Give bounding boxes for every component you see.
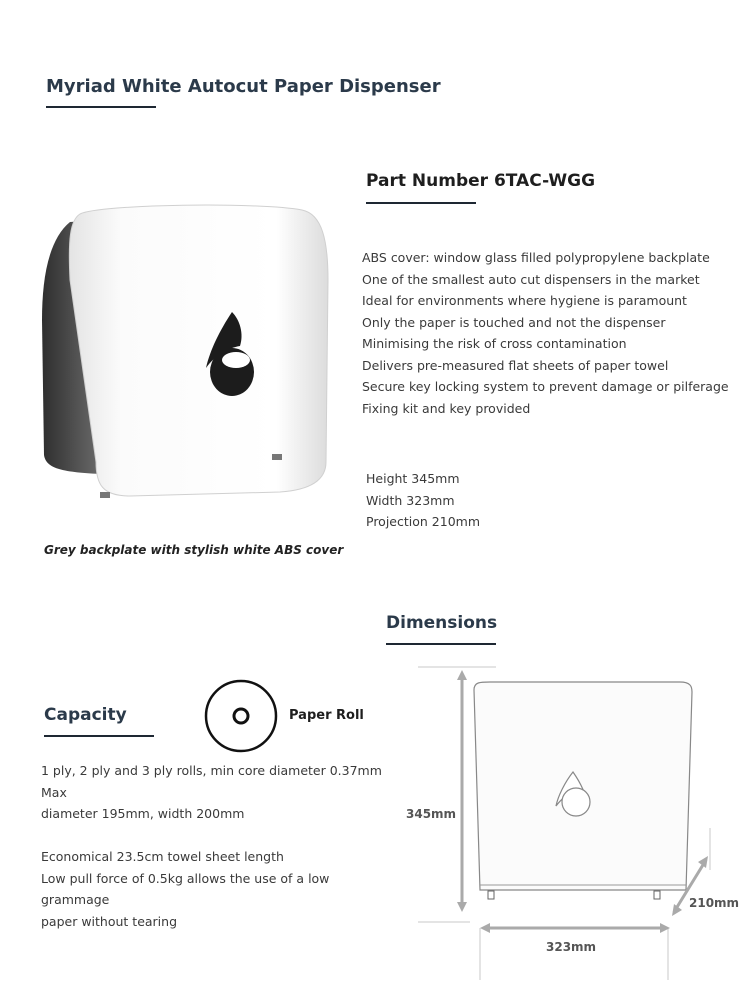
white-cover	[69, 205, 328, 496]
depth-dimension-label: 210mm	[689, 896, 740, 910]
spec-width: Width 323mm	[366, 492, 455, 508]
feature-list	[362, 247, 742, 419]
dispenser-product-image	[40, 200, 330, 505]
page-title: Myriad White Autocut Paper Dispenser	[46, 76, 441, 97]
part-number-underline	[366, 202, 476, 204]
paper-roll-icon	[202, 678, 282, 754]
feature-item: Only the paper is touched and not the dispenser	[362, 314, 666, 330]
capacity-line: 1 ply, 2 ply and 3 ply rolls, min core diameter 0.37mm Max	[41, 763, 382, 800]
capacity-line: Low pull force of 0.5kg allows the use of a low grammage	[41, 870, 330, 907]
spec-projection: Projection 210mm	[366, 514, 480, 529]
dimensions-heading: Dimensions	[386, 613, 498, 633]
capacity-line: paper without tearing	[41, 913, 178, 929]
capacity-line: diameter 195mm, width 200mm	[41, 806, 245, 821]
feature-item: Fixing kit and key provided	[362, 400, 531, 416]
paper-roll-label: Paper Roll	[289, 708, 364, 723]
capacity-heading: Capacity	[44, 705, 127, 725]
part-number-heading: Part Number 6TAC-WGG	[366, 171, 596, 191]
height-dimension-label: 345mm	[406, 807, 457, 821]
feature-item: Delivers pre-measured flat sheets of paper towel	[362, 357, 669, 373]
capacity-underline	[44, 735, 154, 737]
feature-item: ABS cover: window glass filled polypropylene backplate	[362, 250, 710, 265]
dimensions-underline	[386, 643, 496, 645]
feature-item: One of the smallest auto cut dispensers in the market	[362, 271, 700, 287]
title-underline	[46, 106, 156, 108]
capacity-line: Economical 23.5cm towel sheet length	[41, 849, 284, 864]
width-dimension-label: 323mm	[546, 940, 597, 954]
image-caption: Grey backplate with stylish white ABS cover	[44, 543, 344, 557]
feature-item: Ideal for environments where hygiene is paramount	[362, 293, 687, 308]
capacity-line	[41, 825, 401, 847]
spec-list	[366, 468, 480, 533]
spec-height: Height 345mm	[366, 471, 460, 486]
feature-item: Secure key locking system to prevent damage or pilferage	[362, 379, 729, 394]
feature-item: Minimising the risk of cross contamination	[362, 336, 627, 351]
capacity-description	[41, 760, 401, 932]
